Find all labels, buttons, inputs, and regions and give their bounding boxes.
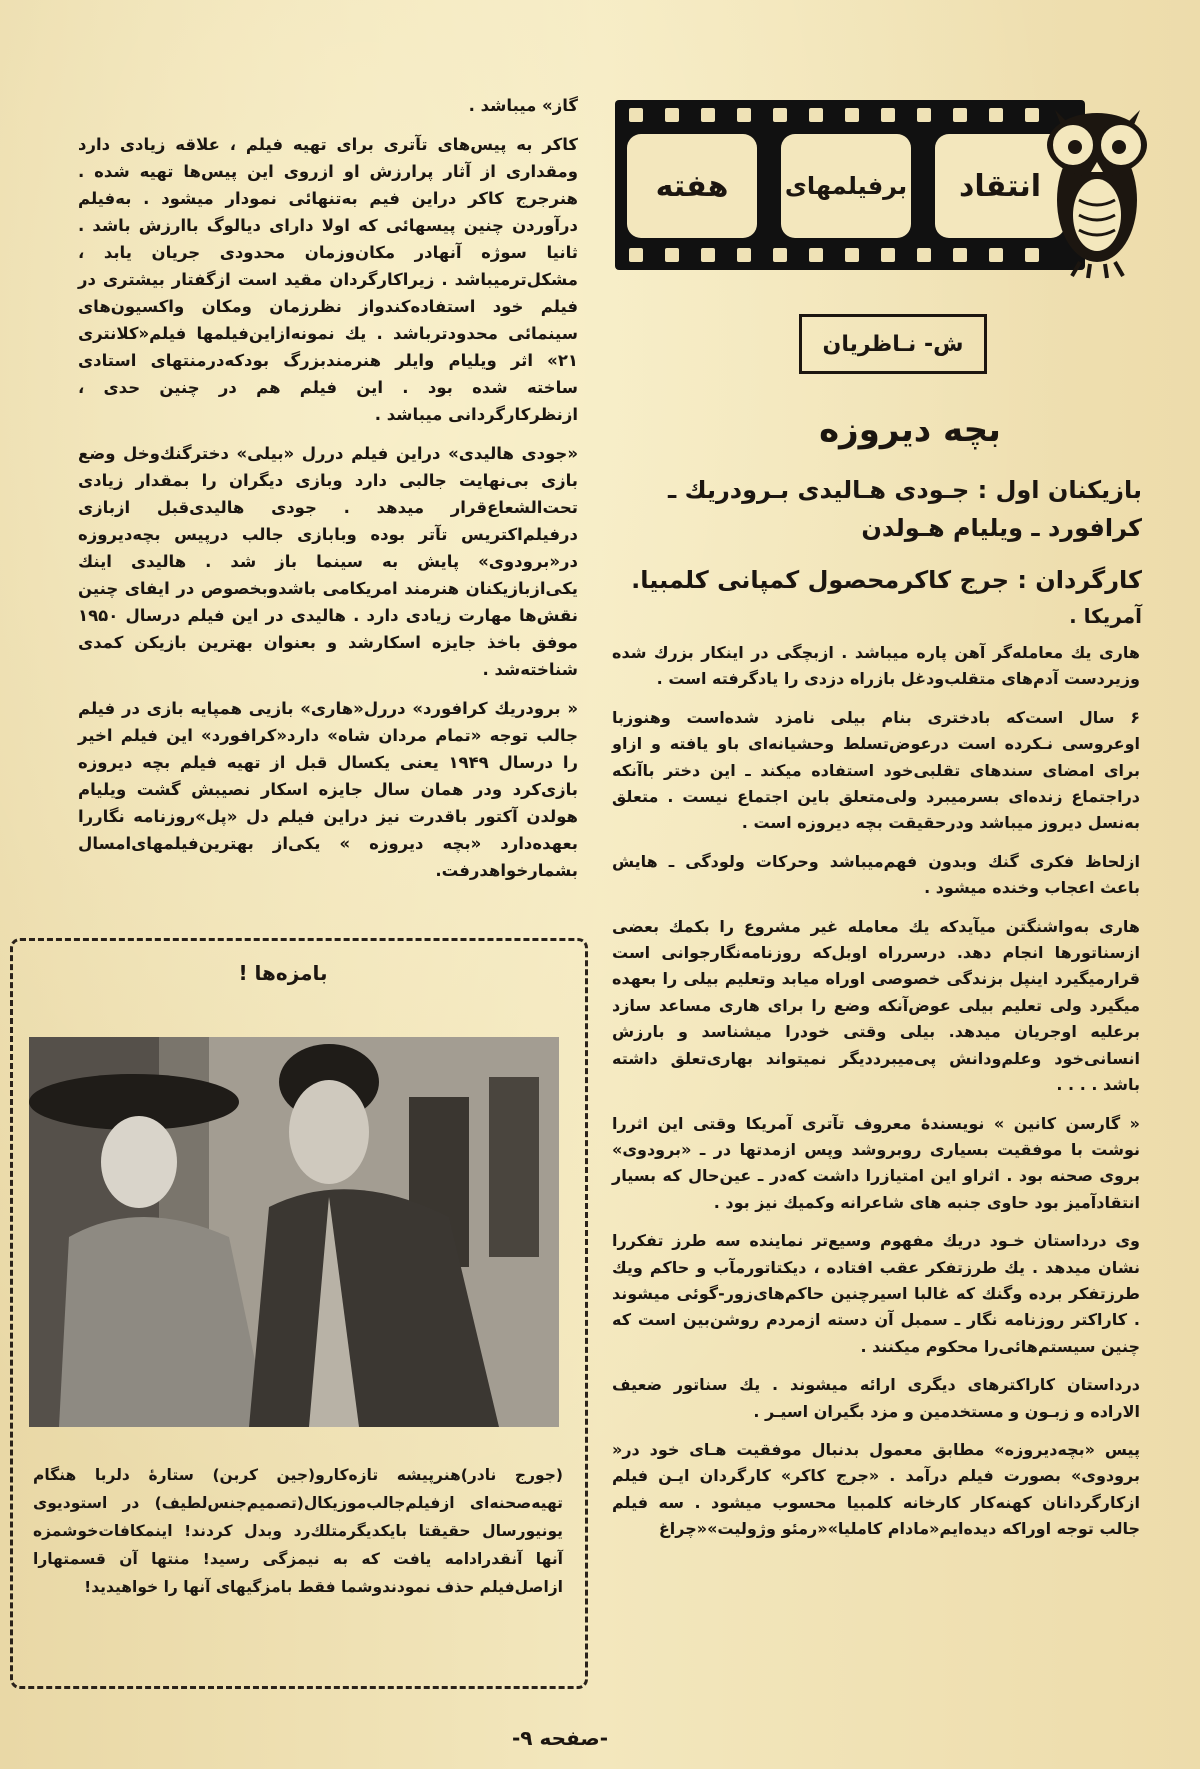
credits-cast-line1: بازیکنان اول : جـودی هـالیدی بـرودریك ـ [668,476,1142,504]
left-paragraph: « برودریك کرافورد» دررل«هاری» بازیی همپایه بازی در فیلم جالب توجه «تمام مردان شاه» دارد«کرافورد» این فیلم اخیر را درسال ۱۹۴۹ یعنی یکسال قبل از تهیه فیلم بچه دیروزه بازی‌کرد ودر همان سال جایزه اسکار نصیبش گشت ویلیام هولدن آ‌کتور باقدرت نیز دراین فیلم دل «پل»روزنامه نگاررا بعهده‌دارد «بچه دیروزه » یکی‌از بهترین‌فیلمهای‌امسال بشمارخواهدرفت. [78,699,578,880]
photo-feature-box [10,938,588,1689]
header-frame-week: هفته [627,134,757,238]
photo-box-title: بامزه‌ها ! [238,961,328,985]
credits-country: آمریکا . [1069,604,1142,628]
left-paragraph: گاز» میباشد . [468,96,578,115]
credits-cast-line2: کرافورد ـ ویلیام هـولدن [861,514,1142,542]
right-paragraph: ازلحاظ فکری گنك وبدون فهم‌میباشد وحرکات ولودگی ـ هایش باعث اعجاب وخنده میشود . [612,851,1140,898]
left-paragraph: «جودی هالیدی» دراین فیلم دررل «بیلی» دخترگنك‌وخل وضع بازی بی‌نهایت جالبی دارد وبازی دیگران را بمقدار زیادی تحت‌الشعاع‌قرار میدهد . جودی هالیدی‌قبل ازبازی درفیلم‌اکتریس تآتر بوده وبابازی جالب درپیس بچه‌دیروزه در«برودوی» پایش به سینما باز شد . هالیدی اینك یکی‌ازبازیکنان هنرمند امریکامی باشدوبخصوص در ایفای چنین نقش‌ها مهارت زیادی دارد . هالیدی در این فیلم درسال ۱۹۵۰ موفق باخذ جایزه اسکارشد و بعنوان بهترین بازیکن کمدی شناخته‌شد . [78,444,578,679]
right-paragraph: پیس «بچه‌دیروزه» مطابق معمول بدنبال موفقیت هـای خود در« برودوی» بصورت فیلم درآمد . «جرج کاکر» کارگردان ایـن فیلم ازکارگردانان کهنه‌کار کارخانه کلمبیا محسوب میشود . سه فیلم جالب توجه اوراکه دیده‌ایم«مادام کاملیا»«رمئو وژولیت»«چراغ [612,1439,1140,1539]
left-column [78,92,578,896]
right-paragraph: هاری به‌واشنگتن میآیدکه یك معامله غیر مشروع را بکمك بعضی ازسناتورها انجام دهد. درسرراه اوبل‌که روزنامه‌نگارجوانی است قرارمیگیرد اینپل بزندگی خصوصی اوراه میابد وتعلیم بیلی را بعهده میگیرد ولی تعلیم بیلی عوض‌آنکه وضع را برای هاری مساعد سازد برعلیه اوجریان میدهد. بیلی وقتی خودرا میشناسد و بارزش انسانی‌خود وعلم‌ودانش پی‌میبرددیگر نمیتواند بهاری‌تعلق داشته باشد . . . . [612,916,1140,1095]
owl-mascot-icon [1035,90,1160,280]
filmstrip-header [615,90,1155,280]
film-title: بچه دیروزه [819,410,1001,450]
right-paragraph: ۶ سال است‌که بادختری بنام بیلی نامزد شده‌است وهنوزبا اوعروسی نـکرده است درعوض‌تسلط وحشیانه‌ای باو یافته و ازاو برای امضای سندهای تقلبی‌خود استفاده میکند ـ این دختر باآنکه دراجتماع زنده‌ای بسرمیبرد ولی‌متعلق باین اجتماع نیست . متعلق به‌نسل دیروز میباشد ودرحقیقت بچه دیروزه است . [612,707,1140,833]
film-still-photo [29,1037,559,1427]
header-frame-critique: انتقاد [935,134,1065,238]
right-column [612,640,1140,1555]
author-box: ش- نـاظریان [799,314,987,374]
header-frame-films: برفیلمهای [781,134,911,238]
credits-director: کارگردان : جرج کاکرمحصول کمپانی کلمبیا. [631,566,1142,594]
right-paragraph: وی درداستان خـود دریك مفهوم وسیع‌تر نماینده سه طرز تفکررا نشان میدهد . یك طرزتفکر عقب افتاده ، دیکتاتورمآب و حاکم ویك طرزتفکر برده وگنك که غالبا اسیرچنین حاکم‌های‌زور-گوئی میشوند . کاراکتر روزنامه نگار ـ سمبل آن دسته ازمردم روشن‌بین است که چنین سیستم‌هائی‌را محکوم میکنند . [612,1231,1140,1356]
filmstrip [615,100,1085,270]
photo-caption: (جورج نادر)هنرپیشه تازه‌کارو(جین کربن) ستارهٔ دلربا هنگام تهیه‌صحنه‌ای ازفیلم‌جالب‌موزیکال(تصمیم‌جنس‌لطیف) در استودیوی یونیورسال حقیقتا بایکدیگرمتلك‌رد وبدل کردند! اینمکافات‌خوشمزه آنها آنقدرادامه یافت که به نیمزگی رسید! منتها آن قسمتهارا ازاصل‌فیلم حذف نمودند‌وشما فقط بامزگیهای آنها را خواهیدید! [33,1466,563,1596]
left-paragraph: کاکر به پیس‌های تآتری برای تهیه فیلم ، علاقه زیادی دارد ومقداری از آثار پرارزش او ازروی این پیس‌ها تهیه شده . هنرجرج کاکر دراین فیم به‌تنهائی نمودار میشود . به‌فیلم درآوردن چنین پیسهائی که اولا دارای دیالوگ باارزش باشد . ثانیا سوژه آنهادر مکان‌وزمان محدودی جریان یابد ، مشکل‌ترمیباشد . زیراکارگردان مقید است ازگفتار بیشتری در فیلم خود استفاده‌کند‌واز نظرزمان ومکان واکسیون‌های سینمائی محدودترباشد . یك نمونه‌ازاین‌فیلمها فیلم«کلانتری ۲۱» اثر ویلیام وایلر هنرمندبزرگ بودکه‌درمنتهای استادی ساخته شده بود . این فیلم هم در چنین حدی ، ازنظرکار‌گردانی میباشد . [78,135,578,424]
right-paragraph: درداستان کاراکترهای دیگری ارائه میشوند . یك سناتور ضعیف الاراده و زبـون و مستخدمین و مزد بگیران اسیـر . [612,1375,1140,1421]
right-paragraph: هاری یك معامله‌گر آهن پاره میباشد . ازبچگی در اینکار بزرك شده وزیردست آدم‌های متقلب‌ودغل بازراه دزدی را یادگرفته است . [612,643,1140,689]
page-number: -صفحه ۹- [511,1726,609,1750]
right-paragraph: « گارسن کانین » نویسندهٔ معروف تآتری آمریکا وقتی این اثررا نوشت با موفقیت بسیاری روبروشد وپس ازمدتها در ـ «برودوی» بروی صحنه بود . اثراو این امتیازرا داشت که‌در ـ عین‌حال که بسیار انتقادآمیز بود حاوی جنبه های شاعرانه وکمیك نیز بود . [612,1113,1140,1212]
